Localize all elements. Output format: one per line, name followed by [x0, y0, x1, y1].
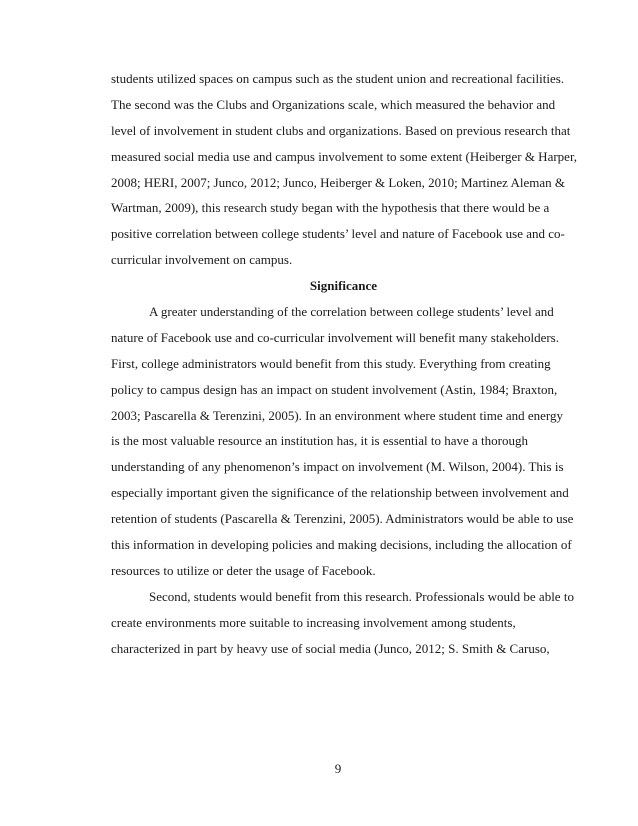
text-line: measured social media use and campus involvement to some extent (Heiberger & Harper,: [111, 148, 578, 164]
text-line: understanding of any phenomenon’s impact on involvement (M. Wilson, 2004). This is: [111, 459, 564, 475]
text-line: especially important given the significance of the relationship between involvement and: [111, 485, 569, 501]
text-line: Wartman, 2009), this research study began with the hypothesis that there would be a: [111, 200, 550, 216]
text-line: nature of Facebook use and co-curricular involvement will benefit many stakeholders.: [111, 329, 559, 345]
text-line: First, college administrators would benefit from this study. Everything from creating: [111, 355, 551, 371]
text-line: this information in developing policies and making decisions, including the allocation of: [111, 537, 572, 553]
section-heading: Significance: [309, 278, 378, 294]
text-line: 2003; Pascarella & Terenzini, 2005). In an environment where student time and energy: [111, 407, 564, 423]
text-line: curricular involvement on campus.: [111, 252, 293, 268]
text-line: level of involvement in student clubs and organizations. Based on previous research that: [111, 122, 571, 138]
text-line: characterized in part by heavy use of social media (Junco, 2012; S. Smith & Caruso,: [111, 640, 550, 656]
text-line: is the most valuable resource an institution has, it is essential to have a thorough: [111, 433, 528, 449]
text-line: positive correlation between college students’ level and nature of Facebook use and co-: [111, 226, 565, 242]
text-line: Second, students would benefit from this research. Professionals would be able to: [149, 588, 574, 604]
text-line: A greater understanding of the correlation between college students’ level and: [149, 304, 554, 320]
text-line: create environments more suitable to increasing involvement among students,: [111, 614, 516, 630]
text-line: students utilized spaces on campus such as the student union and recreational facilities.: [111, 71, 565, 86]
page-number: 9: [334, 761, 342, 776]
text-line: policy to campus design has an impact on student involvement (Astin, 1984; Braxton,: [111, 381, 558, 397]
text-line: 2008; HERI, 2007; Junco, 2012; Junco, Heiberger & Loken, 2010; Martinez Aleman &: [111, 174, 565, 190]
text-line: The second was the Clubs and Organizations scale, which measured the behavior and: [111, 96, 556, 112]
paragraph-significance: [111, 299, 576, 584]
text-line: retention of students (Pascarella & Terenzini, 2005). Administrators would be able to use: [111, 511, 574, 527]
text-line: resources to utilize or deter the usage of Facebook.: [111, 562, 376, 578]
paragraph-continuation: [111, 66, 576, 273]
body-text: [111, 66, 576, 661]
paragraph-students: [111, 584, 576, 662]
